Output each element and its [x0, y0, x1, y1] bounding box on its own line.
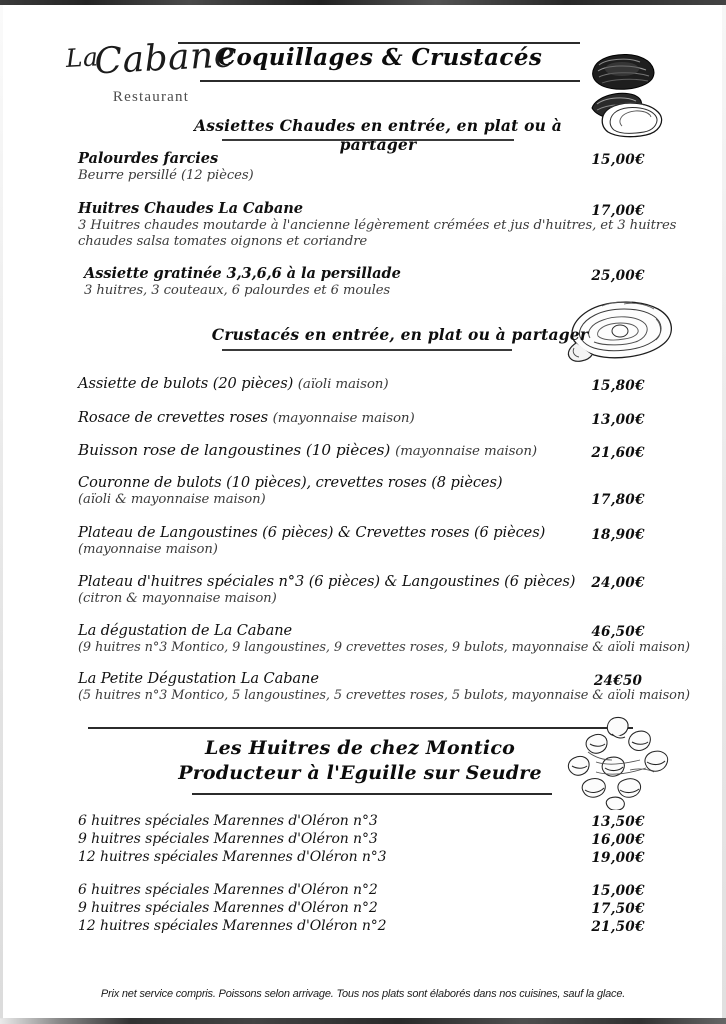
- item-price: 18,90€: [591, 527, 645, 543]
- item-description: Beurre persillé (12 pièces): [78, 168, 254, 183]
- item-price: 24,00€: [591, 575, 645, 591]
- item-name: Huitres Chaudes La Cabane: [78, 200, 303, 217]
- oyster-item-name: 12 huitres spéciales Marennes d'Oléron n°2: [78, 918, 387, 934]
- oyster-section-rule-bottom: [192, 793, 552, 795]
- logo-cabane: Cabane: [93, 34, 237, 83]
- item-description: (9 huitres n°3 Montico, 9 langoustines, 9 crevettes roses, 9 bulots, mayonnaise & aïoli maison): [78, 640, 690, 655]
- oyster-item-name: 9 huitres spéciales Marennes d'Oléron n°3: [78, 831, 378, 847]
- item-inline-description: (mayonnaise maison): [395, 444, 538, 459]
- oyster-item-price: 19,00€: [591, 850, 645, 866]
- item-description: (citron & mayonnaise maison): [78, 591, 277, 606]
- item-name: Plateau de Langoustines (6 pièces) & Crevettes roses (6 pièces): [78, 524, 546, 541]
- item-price: 15,80€: [591, 378, 645, 394]
- oyster-section-heading: [100, 736, 620, 786]
- section-heading-crustaces: Crustacés en entrée, en plat ou à partager: [211, 325, 589, 344]
- item-name: Assiette gratinée 3,3,6,6 à la persillade: [84, 265, 401, 282]
- title-rule-bottom: [200, 80, 580, 82]
- item-price: 21,60€: [591, 445, 645, 461]
- scan-edge-bottom: [0, 1018, 726, 1024]
- oyster-item-price: 17,50€: [591, 901, 645, 917]
- item-price: 17,00€: [591, 203, 645, 219]
- oyster-item-price: 21,50€: [591, 919, 645, 935]
- section-rule-assiettes-chaudes: [222, 139, 514, 141]
- item-name: La Petite Dégustation La Cabane: [78, 670, 319, 687]
- scan-edge-top: [0, 0, 726, 5]
- item-price: 24€50: [593, 673, 643, 689]
- page-title: Coquillages & Crustacés: [217, 44, 543, 71]
- item-price: 46,50€: [591, 624, 645, 640]
- item-name: La dégustation de La Cabane: [78, 622, 293, 639]
- scan-edge-right: [722, 5, 726, 1019]
- clam-shell-illustration: [578, 46, 678, 138]
- item-price: 15,00€: [591, 152, 645, 168]
- item-price: 17,80€: [591, 492, 645, 508]
- item-price: 25,00€: [591, 268, 645, 284]
- footer-note: Prix net service compris. Poissons selon arrivage. Tous nos plats sont élaborés dans nos cuisines, sauf la glace.: [100, 988, 626, 1000]
- oyster-item-price: 16,00€: [591, 832, 645, 848]
- section-heading-assiettes-chaudes: Assiettes Chaudes en entrée, en plat ou à partager: [194, 116, 562, 154]
- oyster-cluster-illustration: [566, 714, 694, 810]
- item-name-text: Assiette de bulots (20 pièces): [78, 375, 294, 392]
- oyster-item-name: 6 huitres spéciales Marennes d'Oléron n°3: [78, 813, 378, 829]
- item-description: (mayonnaise maison): [78, 542, 218, 557]
- oyster-item-name: 9 huitres spéciales Marennes d'Oléron n°2: [78, 900, 378, 916]
- oyster-heading-line-2: Producteur à l'Eguille sur Seudre: [178, 762, 542, 784]
- item-inline-description: (aïoli maison): [297, 377, 389, 392]
- item-price: 13,00€: [591, 412, 645, 428]
- item-name: Couronne de bulots (10 pièces), crevettes roses (8 pièces): [78, 474, 503, 491]
- oyster-item-price: 13,50€: [591, 814, 645, 830]
- oyster-item-name: 6 huitres spéciales Marennes d'Oléron n°2: [78, 882, 378, 898]
- oyster-item-name: 12 huitres spéciales Marennes d'Oléron n°3: [78, 849, 387, 865]
- item-name-text: Buisson rose de langoustines (10 pièces): [78, 441, 391, 459]
- section-rule-crustaces: [222, 349, 512, 351]
- oyster-section-rule-top: [88, 727, 633, 729]
- scan-edge-left: [0, 5, 3, 1019]
- item-name: Palourdes farcies: [78, 150, 219, 167]
- item-description: (aïoli & mayonnaise maison): [78, 492, 266, 507]
- item-inline-description: (mayonnaise maison): [272, 411, 415, 426]
- oyster-item-price: 15,00€: [591, 883, 645, 899]
- item-description: 3 huitres, 3 couteaux, 6 palourdes et 6 moules: [84, 283, 391, 298]
- oyster-heading-line-1: Les Huitres de chez Montico: [205, 737, 515, 759]
- item-description: 3 Huitres chaudes moutarde à l'ancienne légèrement crémées et jus d'huitres, et 3 huitres chaudes salsa tomates oignons et coriandre: [78, 218, 677, 249]
- logo-la: La: [65, 42, 100, 73]
- logo-subtitle: Restaurant: [112, 89, 190, 105]
- item-name-text: Rosace de crevettes roses: [78, 409, 269, 426]
- item-description: (5 huitres n°3 Montico, 5 langoustines, 5 crevettes roses, 5 bulots, mayonnaise & aïoli maison): [78, 688, 690, 703]
- item-name: Plateau d'huitres spéciales n°3 (6 pièces) & Langoustines (6 pièces): [78, 573, 576, 590]
